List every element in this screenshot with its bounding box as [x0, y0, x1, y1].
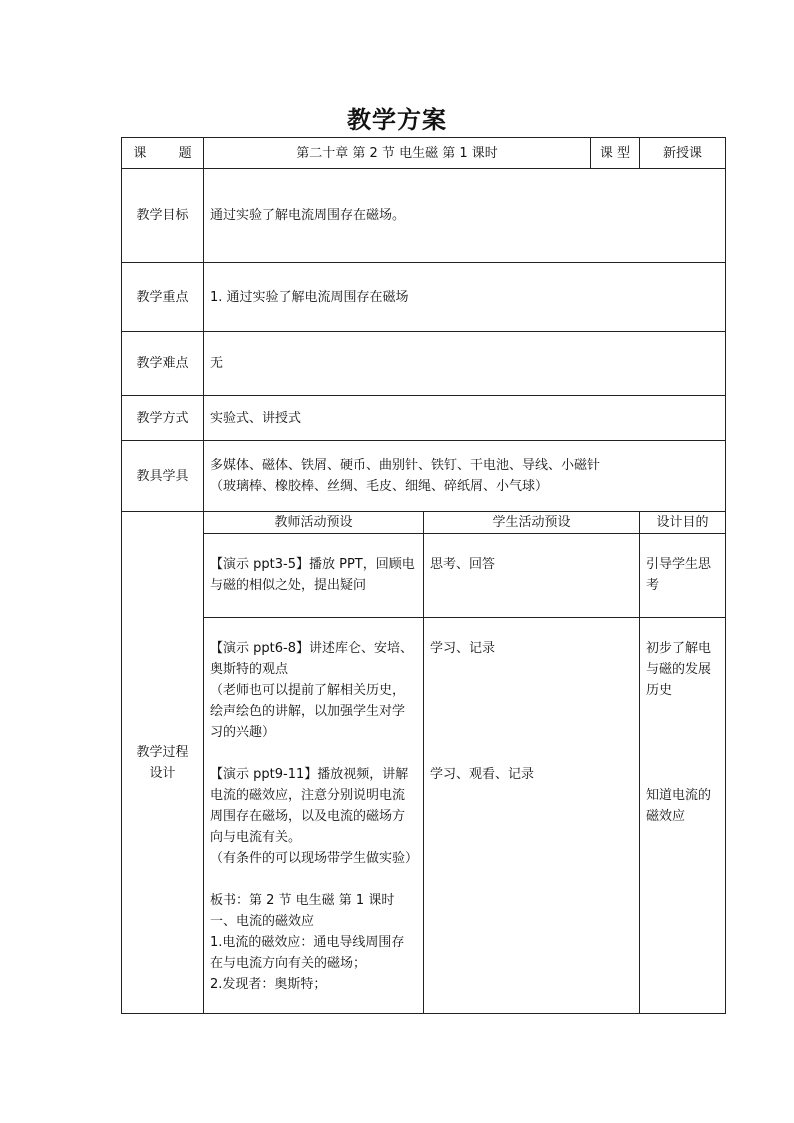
topic-label	[122, 138, 204, 169]
design-purpose-2	[640, 618, 726, 1014]
process-label-line-1: 教学过程	[136, 744, 189, 760]
board-notes-heading: 一、电流的磁效应	[210, 914, 315, 929]
lesson-plan-table	[121, 137, 726, 1014]
teacher-activity-header: 教师活动预设	[204, 512, 424, 534]
student-activity-1: 思考、回答	[424, 534, 640, 618]
objectives-row	[122, 169, 726, 263]
lesson-type-label: 课 型	[591, 138, 640, 169]
methods-row	[122, 396, 726, 441]
board-notes-title: 板书：第 2 节 电生磁 第 1 课时	[210, 893, 395, 908]
difficulties-value: 无	[204, 332, 726, 396]
key-points-label: 教学重点	[122, 263, 204, 332]
design-purpose-2a: 初步了解电与磁的发展历史	[646, 641, 712, 698]
teacher-activity-1: 【演示 ppt3-5】播放 PPT，回顾电与磁的相似之处，提出疑问	[204, 534, 424, 618]
key-points-row	[122, 263, 726, 332]
methods-value: 实验式、讲授式	[204, 396, 726, 441]
document-title: 教学方案	[347, 105, 447, 134]
tools-line-2: （玻璃棒、橡胶棒、丝绸、毛皮、细绳、碎纸屑、小气球）	[210, 479, 549, 494]
teacher-activity-2c: 【演示 ppt9-11】播放视频，讲解电流的磁效应，注意分别说明电流周围存在磁场，以及电流的磁场方向与电流有关。	[210, 767, 409, 845]
teacher-activity-2b: （老师也可以提前了解相关历史，绘声绘色的讲解，以加强学生对学习的兴趣）	[210, 683, 406, 740]
topic-row	[122, 138, 726, 169]
student-activity-header: 学生活动预设	[424, 512, 640, 534]
difficulties-label: 教学难点	[122, 332, 204, 396]
process-label-line-2: 设计	[149, 765, 176, 781]
student-activity-2b: 学习、观看、记录	[430, 767, 535, 782]
objectives-label: 教学目标	[122, 169, 204, 263]
tools-label: 教具学具	[122, 441, 204, 512]
teacher-activity-2	[204, 618, 424, 1014]
tools-line-1: 多媒体、磁体、铁屑、硬币、曲别针、铁钉、干电池、导线、小磁针	[210, 458, 601, 473]
key-points-value: 1. 通过实验了解电流周围存在磁场	[204, 263, 726, 332]
board-notes-item-2: 2.发现者：奥斯特；	[210, 977, 327, 992]
methods-label: 教学方式	[122, 396, 204, 441]
teacher-activity-2a: 【演示 ppt6-8】讲述库仑、安培、奥斯特的观点	[210, 641, 413, 677]
student-activity-2a: 学习、记录	[430, 641, 496, 656]
process-row-2	[122, 618, 726, 1014]
design-purpose-header: 设计目的	[640, 512, 726, 534]
topic-label-a: 课	[133, 145, 147, 161]
topic-label-b: 题	[178, 145, 192, 161]
process-row-1	[122, 534, 726, 618]
objectives-value: 通过实验了解电流周围存在磁场。	[204, 169, 726, 263]
tools-value	[204, 441, 726, 512]
design-purpose-2b: 知道电流的磁效应	[646, 788, 712, 824]
student-activity-2	[424, 618, 640, 1014]
lesson-type-value: 新授课	[640, 138, 726, 169]
process-header-row	[122, 512, 726, 534]
difficulties-row	[122, 332, 726, 396]
tools-row	[122, 441, 726, 512]
design-purpose-1: 引导学生思考	[640, 534, 726, 618]
board-notes-item-1: 1.电流的磁效应：通电导线周围存在与电流方向有关的磁场；	[210, 935, 405, 971]
topic-value: 第二十章 第 2 节 电生磁 第 1 课时	[204, 138, 591, 169]
teacher-activity-2d: （有条件的可以现场带学生做实验）	[210, 851, 419, 866]
process-label	[122, 512, 204, 1014]
